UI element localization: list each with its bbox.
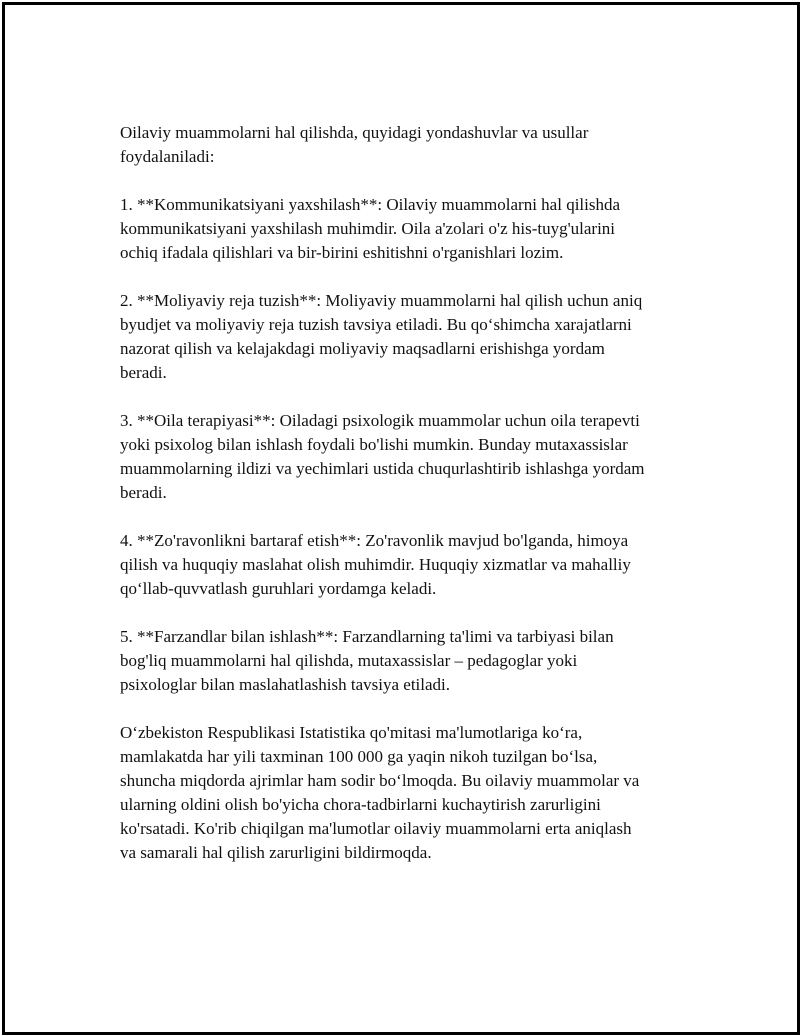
list-item-violence <box>120 529 700 601</box>
text-line: qo‘llab-quvvatlash guruhlari yordamga keladi. <box>120 579 437 598</box>
text-line: 2. **Moliyaviy reja tuzish**: Moliyaviy muammolarni hal qilish uchun aniq <box>120 291 643 310</box>
text-line: 3. **Oila terapiyasi**: Oiladagi psixologik muammolar uchun oila terapevti <box>120 411 640 430</box>
statistics-paragraph <box>120 721 700 865</box>
text-line: muammolarning ildizi va yechimlari ustida chuqurlashtirib ishlashga yordam <box>120 459 645 478</box>
text-line: shuncha miqdorda ajrimlar ham sodir bo‘lmoqda. Bu oilaviy muammolar va <box>120 771 640 790</box>
text-line: 5. **Farzandlar bilan ishlash**: Farzandlarning ta'limi va tarbiyasi bilan <box>120 627 614 646</box>
text-line: qilish va huquqiy maslahat olish muhimdir. Huquqiy xizmatlar va mahalliy <box>120 555 631 574</box>
text-line: 1. **Kommunikatsiyani yaxshilash**: Oilaviy muammolarni hal qilishda <box>120 195 621 214</box>
text-line: kommunikatsiyani yaxshilash muhimdir. Oila a'zolari o'z his-tuyg'ularini <box>120 219 616 238</box>
text-line: bog'liq muammolarni hal qilishda, mutaxassislar – pedagoglar yoki <box>120 651 578 670</box>
text-line: O‘zbekiston Respublikasi Istatistika qo'mitasi ma'lumotlariga ko‘ra, <box>120 723 583 742</box>
text-line: mamlakatda har yili taxminan 100 000 ga yaqin nikoh tuzilgan bo‘lsa, <box>120 747 598 766</box>
list-item-communication <box>120 193 700 265</box>
text-line: byudjet va moliyaviy reja tuzish tavsiya etiladi. Bu qo‘shimcha xarajatlarni <box>120 315 632 334</box>
text-line: yoki psixolog bilan ishlash foydali bo'lishi mumkin. Bunday mutaxassislar <box>120 435 628 454</box>
text-line: beradi. <box>120 363 167 382</box>
text-line: va samarali hal qilish zarurligini bildirmoqda. <box>120 843 432 862</box>
text-line: ochiq ifadala qilishlari va bir-birini eshitishni o'rganishlari lozim. <box>120 243 564 262</box>
text-line: ko'rsatadi. Ko'rib chiqilgan ma'lumotlar oilaviy muammolarni erta aniqlash <box>120 819 632 838</box>
document-body <box>120 121 700 889</box>
text-line: psixologlar bilan maslahatlashish tavsiya etiladi. <box>120 675 451 694</box>
text-line: ularning oldini olish bo'yicha chora-tadbirlarni kuchaytirish zarurligini <box>120 795 601 814</box>
list-item-children <box>120 625 700 697</box>
page-border <box>2 2 800 1035</box>
text-line: foydalaniladi: <box>120 147 215 166</box>
list-item-family-therapy <box>120 409 700 505</box>
text-line: beradi. <box>120 483 167 502</box>
text-line: Oilaviy muammolarni hal qilishda, quyidagi yondashuvlar va usullar <box>120 123 589 142</box>
text-line: nazorat qilish va kelajakdagi moliyaviy maqsadlarni erishishga yordam <box>120 339 605 358</box>
text-line: 4. **Zo'ravonlikni bartaraf etish**: Zo'ravonlik mavjud bo'lganda, himoya <box>120 531 629 550</box>
intro-paragraph <box>120 121 700 169</box>
list-item-financial-plan <box>120 289 700 385</box>
